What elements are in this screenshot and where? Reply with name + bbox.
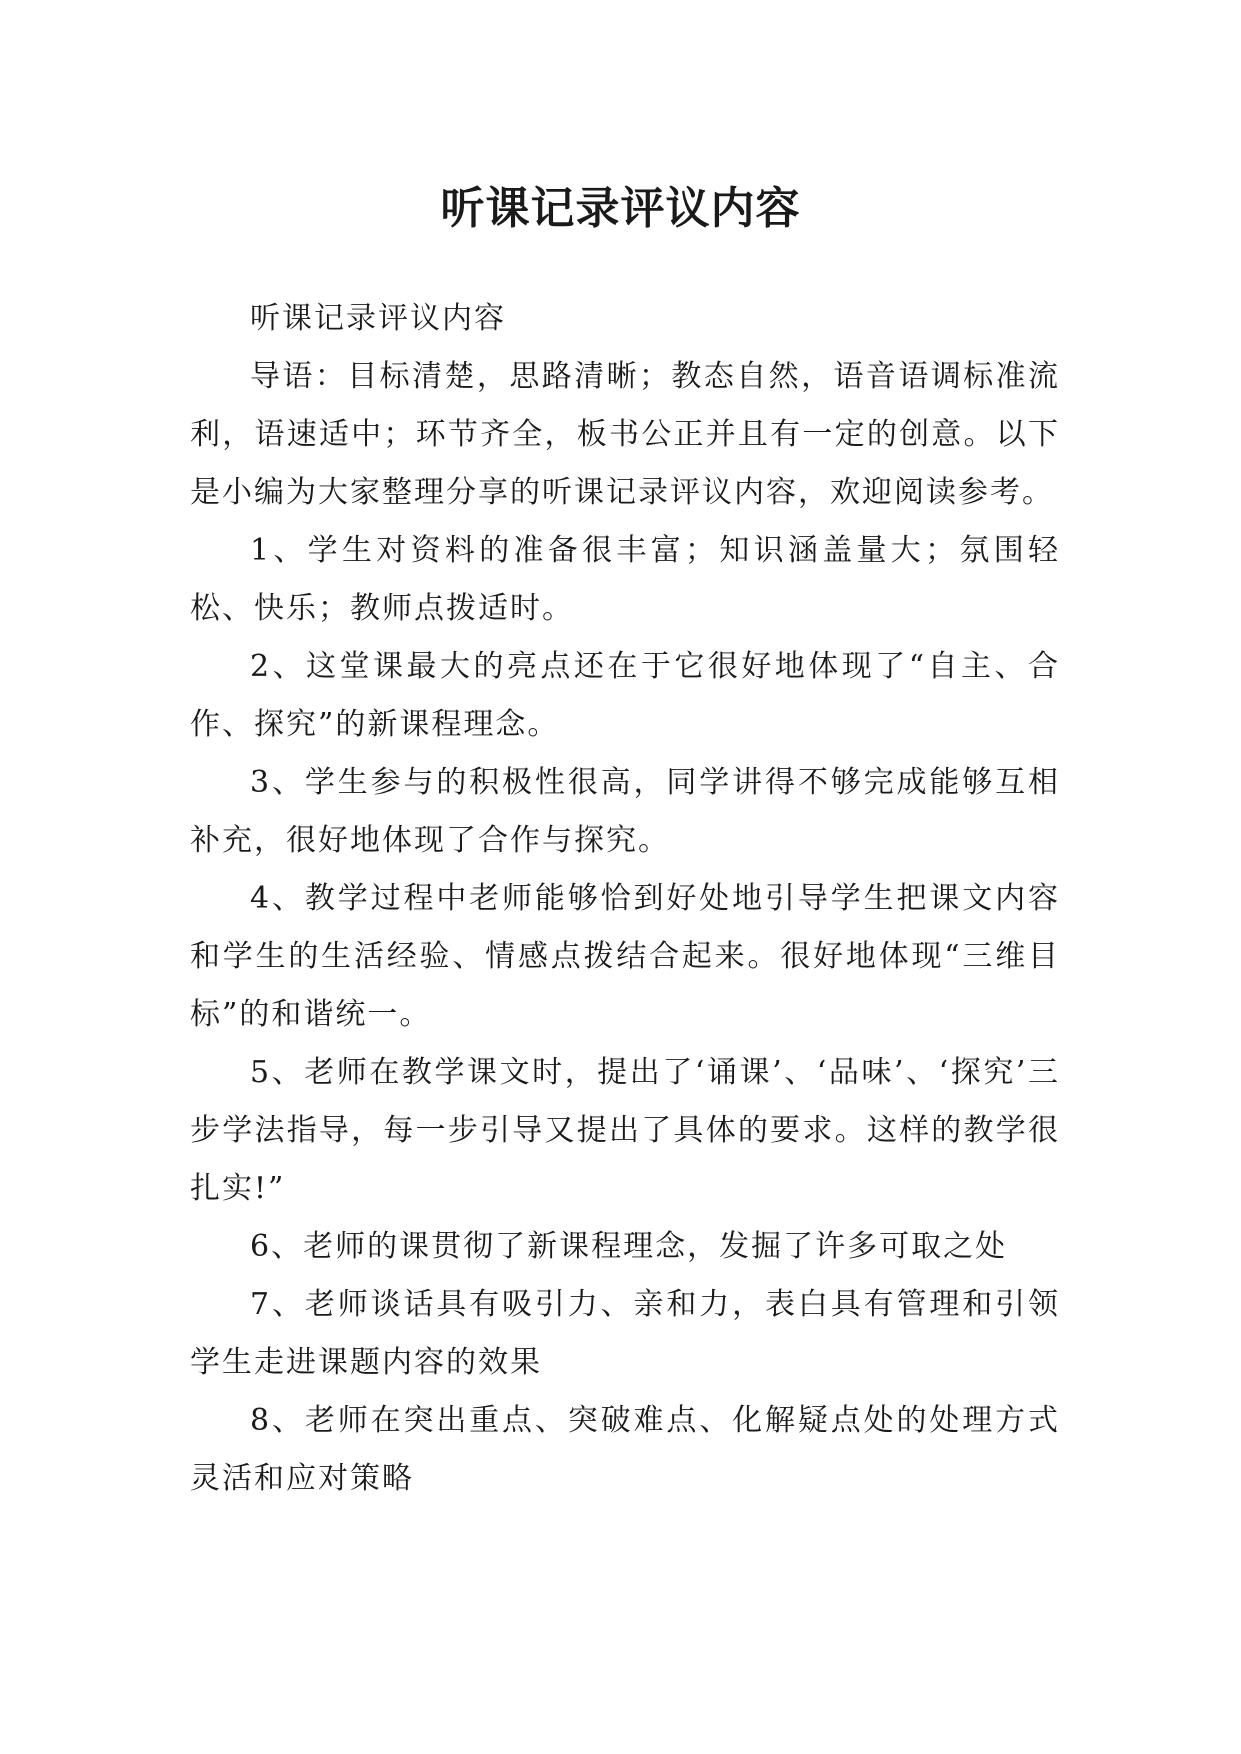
paragraph-item-1: 1、学生对资料的准备很丰富；知识涵盖量大；氛围轻松、快乐；教师点拨适时。 [190,533,1060,626]
paragraph-intro: 导语：目标清楚，思路清晰；教态自然，语音语调标准流利，语速适中；环节齐全，板书公正并且有一定的创意。以下是小编为大家整理分享的听课记录评议内容，欢迎阅读参考。 [190,359,1060,510]
paragraph-item-7: 7、老师谈话具有吸引力、亲和力，表白具有管理和引领学生走进课题内容的效果 [190,1287,1060,1380]
paragraph-item-3: 3、学生参与的积极性很高，同学讲得不够完成能够互相补充，很好地体现了合作与探究。 [190,765,1060,858]
paragraph-item-4: 4、教学过程中老师能够恰到好处地引导学生把课文内容和学生的生活经验、情感点拨结合起来。很好地体现“三维目标”的和谐统一。 [190,881,1060,1032]
paragraph-item-5: 5、老师在教学课文时，提出了‘诵课’、‘品味’、‘探究’三步学法指导，每一步引导又提出了具体的要求。这样的教学很扎实!” [190,1055,1060,1206]
paragraph-item-8: 8、老师在突出重点、突破难点、化解疑点处的处理方式灵活和应对策略 [190,1403,1060,1496]
document-body [190,290,1060,1508]
paragraph-heading: 听课记录评议内容 [250,301,506,336]
paragraph-item-6: 6、老师的课贯彻了新课程理念，发掘了许多可取之处 [250,1229,1008,1264]
document-title: 听课记录评议内容 [440,183,801,235]
paragraph-item-2: 2、这堂课最大的亮点还在于它很好地体现了“自主、合作、探究”的新课程理念。 [190,649,1060,742]
